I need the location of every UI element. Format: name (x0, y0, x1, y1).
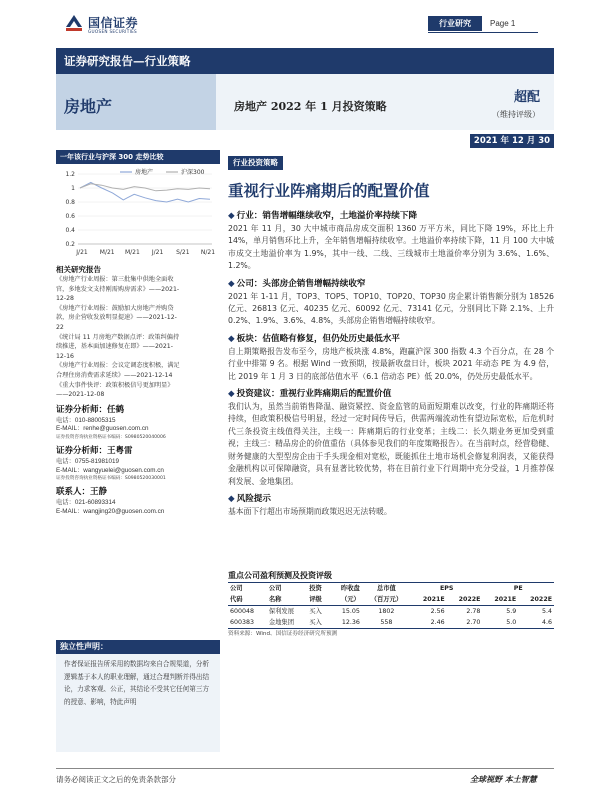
section-company (228, 278, 554, 328)
cell: 4.6 (518, 617, 554, 629)
logo-text: 国信证券 (88, 16, 139, 30)
cell: 2.56 (430, 608, 445, 615)
sector-panel (56, 74, 216, 130)
related-reports-list (56, 275, 220, 400)
forecast-table-block (228, 570, 554, 639)
analyst-1 (56, 404, 220, 441)
analyst-name: 证券分析师：任鹤 (56, 404, 125, 415)
cell: 12.36 (330, 617, 362, 629)
bullet-icon: ◆ (228, 389, 235, 400)
col-header: 公司 (230, 585, 243, 592)
contact-phone: 电话：021-60893314 (56, 499, 116, 507)
banner-title: 证券研究报告—行业策略 (64, 54, 191, 68)
y-tick-label: 0.6 (65, 213, 75, 220)
rating: 超配 (513, 90, 540, 105)
col-header: 评级 (307, 594, 330, 606)
x-tick-label: S/21 (176, 249, 190, 256)
sector-strip (56, 74, 554, 130)
related-report-line: 22 (56, 323, 64, 331)
col-header: 2022E (447, 594, 483, 606)
section-body: 我们认为，虽然当前销售降温、融资紧控、资金监管的局面短期难以改变，行业的阵痛期还将持续，但政策积极信号明显，经过一定时间传导后，供需两端流动性有望边际宽松，后危机时代三条投资主线值得关注，主线一：阵痛期后的行业变革；主线二：长久期业务更加受到重视；主线三：精品房企的价值重估（具体参见我们的年度策略报告）。在当前时点，经营稳健、财务健康的大型型房企由于手头现金相对宽松，既能抓住土地市场机会修复利润表，又能获得金融机构以可保障融资，具有显著比较优势，将在目前行业下行周期中充分受益，1 月推荐保利发展、金地集团。 (228, 402, 554, 486)
sector-name: 房地产 (64, 97, 113, 116)
footer-slogan: 全球视野 本土智慧 (470, 775, 537, 784)
table-subheader-row (228, 594, 554, 606)
section-heading (228, 333, 554, 346)
section-heading-text: 风险提示 (236, 493, 271, 504)
related-report-line: 《房地产行业周报：鼓励加大房地产并购贷 (56, 304, 174, 312)
y-tick-label: 0.4 (65, 227, 75, 234)
cell: 5.9 (506, 608, 517, 615)
section-tag: 行业投资策略 (228, 156, 283, 170)
trend-chart (56, 164, 220, 260)
col-header: 昨收盘 (340, 585, 360, 592)
section-heading (228, 210, 554, 223)
rating-note: （维持评级） (492, 110, 540, 119)
cell: 600383 (228, 617, 267, 629)
x-tick-label: N/21 (200, 249, 216, 256)
analyst-2 (56, 445, 220, 482)
page-header (0, 0, 600, 48)
table-row (228, 606, 554, 618)
main-title: 重视行业阵痛期后的配置价值 (228, 181, 430, 200)
x-tick-label: M/21 (99, 249, 115, 256)
company-logo (64, 13, 170, 39)
cell: 2.78 (466, 608, 481, 615)
chart-header: 一年该行业与沪深 300 走势比较 (56, 150, 220, 164)
col-header: 总市值 (376, 585, 396, 592)
table-row (228, 617, 554, 629)
header-divider (428, 32, 538, 33)
related-report-line: ——2021-12-08 (56, 391, 105, 399)
legend-label: 沪深300 (181, 169, 205, 176)
sidebar (56, 150, 220, 516)
report-date: 2021 年 12 月 30 日 (470, 134, 554, 148)
x-tick-label: J/21 (76, 249, 88, 256)
related-report-line: 12-16 (56, 352, 74, 360)
footer-divider (56, 768, 554, 769)
forecast-table (228, 582, 554, 629)
cell: 15.05 (341, 608, 360, 615)
col-header: （元） (330, 594, 362, 606)
footer-disclaimer: 请务必阅读正文之后的免责条款部分 (56, 775, 176, 784)
contact-person (56, 486, 220, 516)
page-number: Page 1 (490, 19, 516, 28)
x-tick-label: J/21 (151, 249, 164, 256)
cell: 5.4 (541, 608, 552, 615)
section-sector (228, 333, 554, 383)
table-source: 资料来源：Wind、国信证券经济研究所预测 (228, 631, 338, 637)
section-investment-advice (228, 388, 554, 488)
analyst-name: 证券分析师：王粤雷 (56, 445, 133, 456)
section-risk (228, 493, 554, 518)
section-body: 2021 年 11 月，30 大中城市商品房成交面积 1360 万平方米，同比下降 19%，环比上升 14%，单月销售环比上升，全年销售增幅持续收窄。土地溢价率持续下降，11 月 100 大中城市成交土地溢价率为 1.9%，其中一线、二线、三线城市土地溢价率分别为 3.6%、1.6%、1.2%。 (228, 224, 554, 271)
report-title: 房地产 2022 年 1 月投资策略 (234, 100, 387, 113)
y-tick-label: 0.2 (65, 241, 75, 248)
table-title: 重点公司盈利预测及投资评级 (228, 571, 332, 580)
col-header: 投资 (309, 585, 322, 592)
analyst-cert: 证券投资咨询执业资格证书编码：S0980520030001 (56, 476, 166, 482)
section-heading-text: 公司：头部房企销售增幅持续收窄 (236, 278, 366, 289)
cell: 2.70 (447, 617, 483, 629)
header-tag: 行业研究 (428, 16, 482, 31)
section-heading (228, 388, 554, 401)
related-report-line: 12-28 (56, 295, 74, 303)
section-heading-text: 投资建议：重视行业阵痛期后的配置价值 (236, 389, 392, 400)
related-report-line: 续推进，基本面加速修复在即》——2021- (56, 343, 173, 351)
main-content (228, 150, 554, 518)
cell: 买入 (309, 608, 322, 615)
section-heading (228, 278, 554, 291)
related-report-line: 合理住房消费需求延续》——2021-12-14 (56, 371, 173, 379)
col-header: 名称 (267, 594, 307, 606)
independence-text: 作者保证报告所采用的数据均来自合规渠道，分析逻辑基于本人的职业理解，通过合理判断并得出结论，力求客观、公正，其结论不受其它任何第三方的授意、影响，特此声明 (64, 660, 210, 706)
related-reports-title: 相关研究报告 (56, 265, 101, 274)
section-body: 自上期策略报告发布至今，房地产板块涨 4.8%，跑赢沪深 300 指数 4.3 个百分点，在 28 个行业中排第 9 名。根据 Wind 一致预期，按最新收盘日计，板块 2021 年动态 PE 为 4.9 倍，比 2019 年 1 月 3 日的底部估值水平（6.1 倍动态 PE）低 20.0%，仍处历史最低水平。 (228, 346, 554, 381)
trend-chart-svg (56, 164, 220, 260)
section-heading (228, 493, 554, 506)
analyst-phone: 电话：010-88005315 (56, 416, 116, 424)
analyst-email[interactable]: E-MAIL：wangyuelei@guosen.com.cn (56, 466, 164, 474)
y-tick-label: 1.2 (65, 171, 75, 178)
related-report-line: 款，房企营收发放明显提速》——2021-12- (56, 314, 177, 322)
analyst-phone: 电话：0755-81981019 (56, 457, 120, 465)
logo-subtext: GUOSEN SECURITIES (88, 29, 138, 34)
analyst-email[interactable]: E-MAIL：renhe@guosen.com.cn (56, 425, 149, 433)
cell: 5.0 (482, 617, 518, 629)
table-header-row (228, 583, 554, 595)
bullet-icon: ◆ (228, 333, 235, 344)
col-header: 2021E (482, 594, 518, 606)
y-tick-label: 1 (71, 185, 75, 192)
section-industry (228, 210, 554, 273)
logo-icon (64, 13, 84, 35)
section-heading-text: 行业：销售增幅继续收窄，土地溢价率持续下降 (236, 211, 418, 221)
cell: 558 (362, 617, 411, 629)
bullet-icon: ◆ (228, 278, 235, 289)
col-header: （百万元） (362, 594, 411, 606)
cell: 保利发展 (268, 608, 294, 615)
bullet-icon: ◆ (228, 211, 235, 221)
section-body: 基本面下行超出市场预期而政策迟迟无法转暖。 (228, 506, 392, 516)
section-heading-text: 板块：估值略有修复，但仍处历史最低水平 (236, 333, 400, 344)
analyst-cert: 证券投资咨询执业资格证书编码：S0980520040006 (56, 434, 166, 440)
related-report-line: 《统计局 11 月房地产数据点评：政策纠偏持 (56, 333, 180, 341)
related-report-line: 《房地产行业周报：第三批集中供地全面收 (56, 276, 174, 283)
related-report-line: 《重大事件快评：政策积极信号更加明显》 (56, 381, 174, 389)
col-header: EPS (439, 585, 454, 592)
y-tick-label: 0.8 (65, 199, 75, 206)
independence-title: 独立性声明： (56, 640, 220, 654)
cell: 金地集团 (267, 617, 307, 629)
report-banner (56, 48, 554, 74)
cell: 600048 (230, 608, 255, 615)
independence-statement (56, 640, 220, 752)
cell: 买入 (307, 617, 330, 629)
col-header: 2021E (411, 594, 447, 606)
cell: 1802 (378, 608, 395, 615)
contact-name: 联系人：王静 (56, 487, 108, 498)
cell: 2.46 (411, 617, 447, 629)
section-body: 2021 年 1-11 月，TOP3、TOP5、TOP10、TOP20、TOP30 房企累计销售额分别为 18526 亿元、26813 亿元、40235 亿元、60092 亿元、73141 亿元，分别同比下降 2.1%、上升 0.2%、1.9%、3.6%、4.8%，头部房企销售增幅持续收窄。 (228, 291, 554, 326)
bullet-icon: ◆ (228, 493, 235, 504)
contact-email[interactable]: E-MAIL：wangjing20@guosen.com.cn (56, 507, 165, 515)
related-report-line: 官，多地发文支持刚需购房需求》——2021- (56, 285, 180, 293)
related-report-line: 《房地产行业周报：会议定调态度积极，满足 (56, 362, 180, 370)
col-header: 公司 (268, 585, 282, 592)
col-header: PE (513, 585, 523, 592)
col-header: 2022E (518, 594, 554, 606)
x-tick-label: M/21 (124, 249, 140, 256)
col-header: 代码 (228, 594, 267, 606)
legend-label: 房地产 (135, 169, 154, 176)
